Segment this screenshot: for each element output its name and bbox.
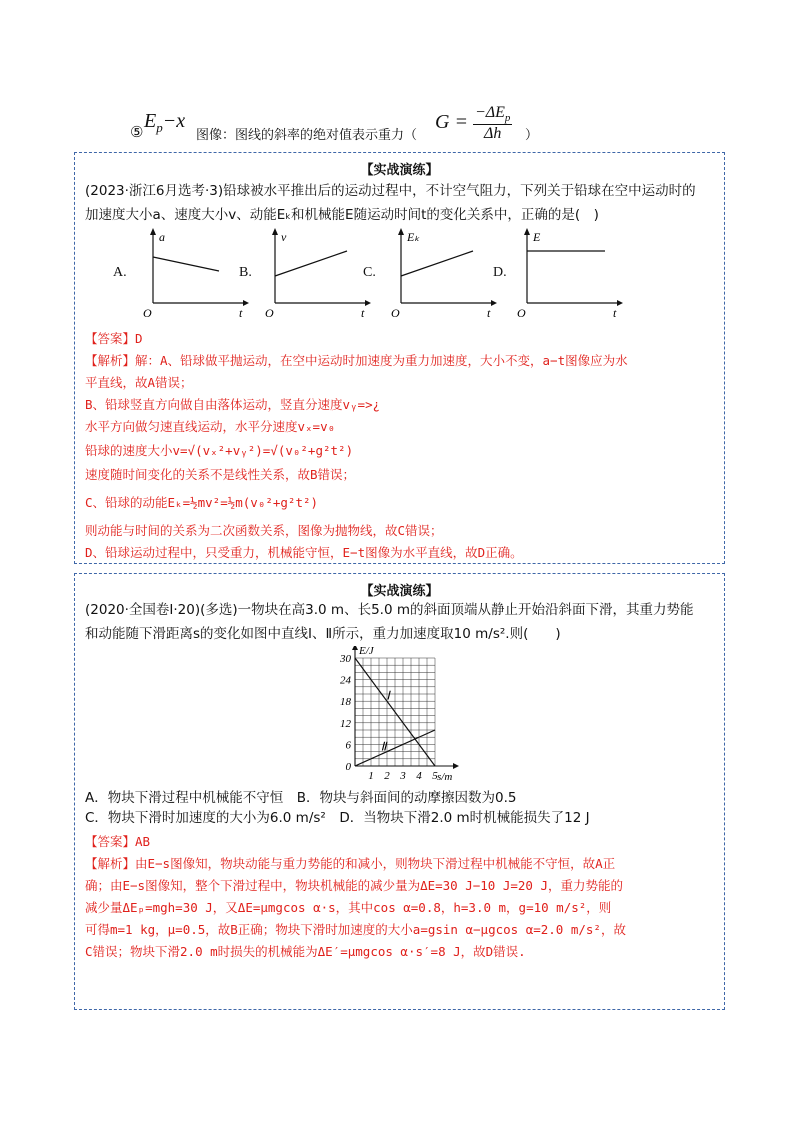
- block2-analysis-line: 确；由E−s图像知，整个下滑过程中，物块机械能的减少量为ΔE=30 J−10 J=20 J，重力势能的: [85, 878, 624, 893]
- block2-analysis-line: 【解析】由E−s图像知，物块动能与重力势能的和减小，则物块下滑过程中机械能不守恒，故A正: [85, 856, 616, 871]
- option-c-origin: O: [391, 306, 400, 319]
- block1-question-line1: (2023·浙江6月选考·3)铅球被水平推出后的运动过程中，不计空气阻力，下列关于铅球在空中运动时的: [85, 183, 696, 199]
- gravity-formula: G = $\frac{-\Delta E_p}{\Delta h}$: [435, 104, 511, 143]
- chart-axes: [352, 646, 459, 769]
- block1-analysis-line: 则动能与时间的关系为二次函数关系，图像为抛物线，故C错误；: [85, 523, 443, 538]
- block2-question: [85, 598, 715, 646]
- line-i-label: Ⅰ: [386, 688, 390, 703]
- option-d-origin: O: [517, 306, 526, 319]
- block2-choices: [85, 788, 590, 828]
- line-ii-label: Ⅱ: [380, 739, 387, 754]
- x-tick-label: 1: [368, 770, 374, 782]
- x-axis-arrow: [453, 763, 459, 769]
- practice-block-1: [74, 152, 725, 564]
- block2-question-line2: 和动能随下滑距离s的变化如图中直线Ⅰ、Ⅱ所示，重力加速度取10 m/s².则( ): [85, 626, 561, 642]
- option-c-ylabel: Eₖ: [407, 230, 420, 244]
- block1-analysis-line: 【解析】解：A、铅球做平抛运动，在空中运动时加速度为重力加速度，大小不变，a−t图像应为水: [85, 353, 628, 368]
- block2-question-line1: (2020·全国卷Ⅰ·20)(多选)一物块在高3.0 m、长5.0 m的斜面顶端从静止开始沿斜面下滑，其重力势能: [85, 602, 694, 618]
- option-c-graph: [387, 227, 497, 319]
- chart-xlabel: s/m: [437, 771, 453, 783]
- option-a-graph: [139, 227, 249, 319]
- block1-question-line2: 加速度大小a、速度大小v、动能Eₖ和机械能E随运动时间t的变化关系中，正确的是( ): [85, 207, 599, 223]
- block2-answer: 【答案】AB: [85, 834, 151, 849]
- block2-analysis-line: 可得m=1 kg，μ=0.5，故B正确；物块下滑时加速度的大小a=gsin α−μgcos α=2.0 m/s²，故: [85, 922, 626, 937]
- circled-number: ⑤: [130, 123, 144, 141]
- option-c-label: C.: [363, 265, 376, 280]
- block1-title: 【实战演练】: [360, 163, 439, 178]
- option-b-ylabel: v: [281, 230, 287, 244]
- x-tick-label: 2: [384, 770, 390, 782]
- y-axis-arrow: [352, 646, 358, 650]
- block1-analysis-line: B、铅球竖直方向做自由落体运动，竖直分速度vᵧ=>¿: [85, 397, 381, 412]
- block1-answer: 【答案】D: [85, 331, 143, 346]
- ep-x-label: $E_p-x$: [144, 110, 186, 135]
- option-d-ylabel: E: [533, 230, 541, 244]
- option-c-xlabel: t: [487, 306, 491, 319]
- y-tick-label: 12: [340, 717, 351, 730]
- header-note: [130, 96, 690, 146]
- option-b-graph: [261, 227, 371, 319]
- option-a-ylabel: a: [159, 230, 165, 244]
- choice-line-ab: A．物块下滑过程中机械能不守恒 B．物块与斜面间的动摩擦因数为0.5: [85, 790, 517, 806]
- option-b-xlabel: t: [361, 306, 365, 319]
- option-d-graph: [513, 227, 623, 319]
- block2-analysis-line: 减少量ΔEₚ=mgh=30 J，又ΔE=μmgcos α·s，其中cos α=0.8，h=3.0 m，g=10 m/s²，则: [85, 900, 612, 915]
- energy-distance-chart: [329, 646, 469, 788]
- block2-title: 【实战演练】: [360, 584, 439, 599]
- option-a-xlabel: t: [239, 306, 243, 319]
- block1-analysis-line: D、铅球运动过程中，只受重力，机械能守恒，E−t图像为水平直线，故D正确。: [85, 545, 523, 560]
- x-tick-label: 5: [432, 770, 438, 782]
- y-tick-label: 0: [345, 761, 351, 773]
- option-d-label: D.: [493, 265, 507, 280]
- option-a-label: A.: [113, 265, 127, 280]
- y-tick-label: 24: [340, 674, 351, 687]
- x-tick-label: 3: [400, 770, 406, 782]
- option-b-origin: O: [265, 306, 274, 319]
- block1-analysis-line: 水平方向做匀速直线运动，水平分速度vₓ=v₀: [85, 419, 336, 434]
- y-tick-label: 30: [340, 653, 351, 665]
- y-tick-label: 18: [340, 696, 351, 709]
- chart-ylabel: E/J: [359, 646, 374, 657]
- header-note-close: ）: [525, 128, 539, 143]
- block2-analysis-line: C错误；物块下滑2.0 m时损失的机械能为ΔE′=μmgcos α·s′=8 J，故D错误.: [85, 944, 526, 959]
- block1-question: [85, 179, 715, 227]
- header-note-text: 图像：图线的斜率的绝对值表示重力（: [196, 128, 418, 143]
- option-a-origin: O: [143, 306, 152, 319]
- option-d-xlabel: t: [613, 306, 617, 319]
- practice-block-2: [74, 573, 725, 1010]
- y-tick-label: 6: [345, 739, 351, 752]
- option-b-label: B.: [239, 265, 252, 280]
- block1-analysis-line: C、铅球的动能Eₖ=½mv²=½m(v₀²+g²t²): [85, 495, 319, 510]
- block1-analysis-line: 平直线，故A错误；: [85, 375, 193, 390]
- choice-line-cd: C．物块下滑时加速度的大小为6.0 m/s² D．当物块下滑2.0 m时机械能损失了12 J: [85, 810, 590, 826]
- block1-analysis-line: 铅球的速度大小v=√(vₓ²+vᵧ²)=√(v₀²+g²t²): [85, 443, 354, 458]
- x-tick-label: 4: [416, 770, 422, 782]
- block1-analysis-line: 速度随时间变化的关系不是线性关系，故B错误；: [85, 467, 356, 482]
